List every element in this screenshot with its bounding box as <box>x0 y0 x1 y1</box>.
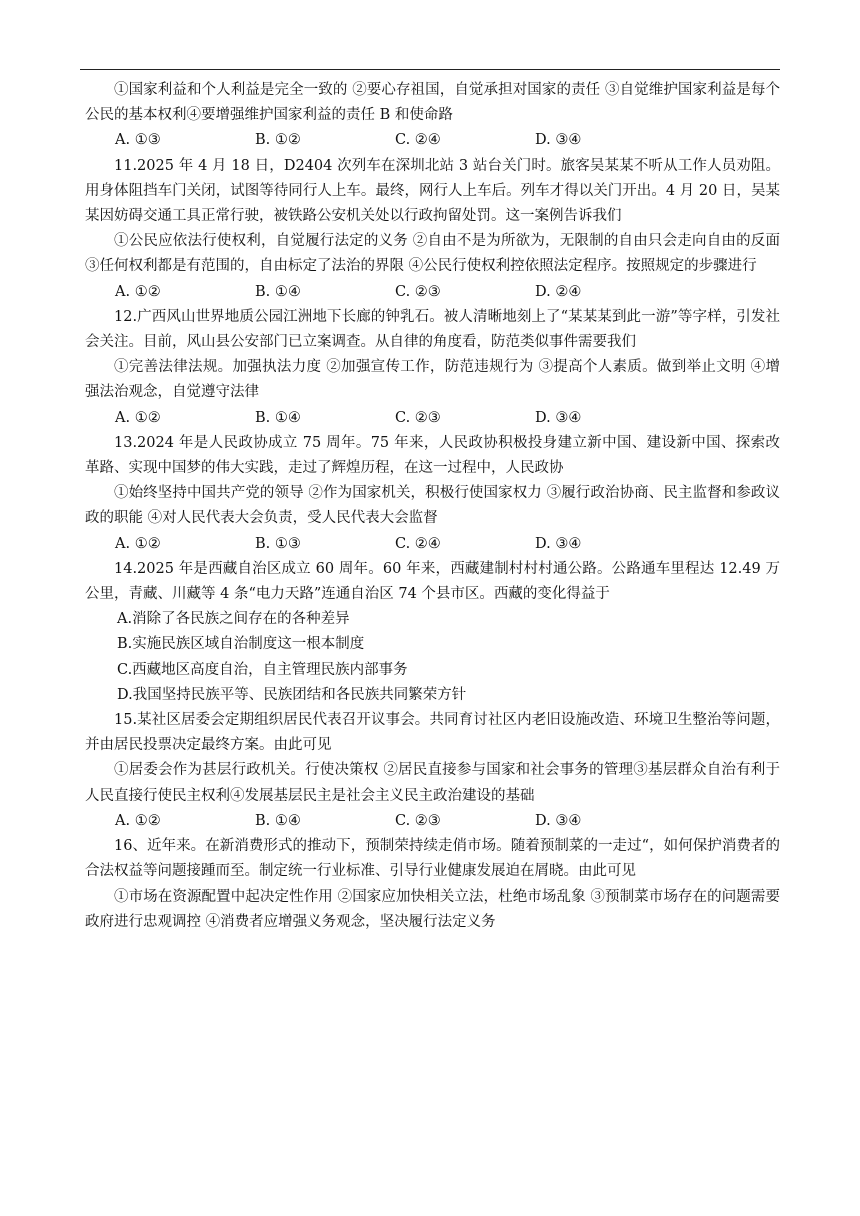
option-b: B. ①② <box>255 132 301 149</box>
document-body <box>85 78 780 935</box>
option-a: A. ①② <box>115 812 161 829</box>
question-12-statements: ①完善法律法规。加强执法力度 ②加强宣传工作，防范违规行为 ③提高个人素质。做到举止文明 ④增强法治观念，自觉遵守法律 <box>85 359 780 401</box>
question-11-options <box>85 280 780 305</box>
question-15-options <box>85 809 780 834</box>
option-d: D. ③④ <box>535 132 582 149</box>
question-10-options <box>85 128 780 153</box>
question-15-stem: 15.某社区居委会定期组织居民代表召开议事会。共同育讨社区内老旧设施改造、环境卫生整治等问题，并由居民投票决定最终方案。由此可见 <box>85 712 780 754</box>
option-a: A. ①② <box>115 409 161 426</box>
question-13-statements: ①始终坚持中国共产党的领导 ②作为国家机关，积极行使国家权力 ③履行政治协商、民主监督和参政议政的职能 ④对人民代表大会负责，受人民代表大会监督 <box>85 485 780 527</box>
option-c: C. ②③ <box>395 409 441 426</box>
option-d: D. ③④ <box>535 409 582 426</box>
question-14-choice-c: C.西藏地区高度自治，自主管理民族内部事务 <box>117 661 408 678</box>
option-c: C. ②③ <box>395 812 441 829</box>
option-b: B. ①④ <box>255 409 301 426</box>
question-14-stem: 14.2025 年是西藏自治区成立 60 周年。60 年来，西藏建制村村村通公路。公路通车里程达 12.49 万公里，青藏、川藏等 4 条“电力天路”连通自治区 74 个县市区。西藏的变化得益于 <box>85 560 780 603</box>
option-c: C. ②③ <box>395 283 441 300</box>
question-13-options <box>85 532 780 557</box>
header-rule <box>80 69 780 70</box>
option-c: C. ②④ <box>395 132 441 149</box>
question-16-statements: ①市场在资源配置中起决定性作用 ②国家应加快相关立法，杜绝市场乱象 ③预制菜市场存在的问题需要政府进行忠观调控 ④消费者应增强义务观念，坚决履行法定义务 <box>85 888 780 930</box>
question-12-options <box>85 406 780 431</box>
option-b: B. ①④ <box>255 283 301 300</box>
question-10-statements: ①国家利益和个人利益是完全一致的 ②要心存祖国，自觉承担对国家的责任 ③自觉维护国家利益是每个公民的基本权利④要增强维护国家利益的责任 B 和使命路 <box>85 82 780 124</box>
question-12-stem: 12.广西风山世界地质公园江洲地下长廊的钟乳石。被人清晰地刻上了“某某某到此一游”等字样，引发社会关注。目前，风山县公安部门已立案调查。从自律的角度看，防范类似事件需要我们 <box>85 308 780 351</box>
option-a: A. ①② <box>115 535 161 552</box>
question-13-stem: 13.2024 年是人民政协成立 75 周年。75 年来，人民政协积极投身建立新中国、建设新中国、探索改革路、实现中国梦的伟大实践，走过了辉煌历程，在这一过程中，人民政协 <box>85 434 780 477</box>
option-a: A. ①② <box>115 283 161 300</box>
question-16-stem: 16、近年来。在新消费形式的推动下，预制荣持续走俏市场。随着预制菜的一走过“，如何保护消费者的合法权益等问题接踵而至。制定统一行业标准、引导行业健康发展迫在屑晓。由此可见 <box>85 838 780 880</box>
option-d: D. ③④ <box>535 812 582 829</box>
option-b: B. ①③ <box>255 535 301 552</box>
option-a: A. ①③ <box>115 132 161 149</box>
option-d: D. ②④ <box>535 283 582 300</box>
question-11-statements: ①公民应依法行使权利，自觉履行法定的义务 ②自由不是为所欲为，无限制的自由只会走向自由的反面 ③任何权利都是有范围的，自由标定了法治的界限 ④公民行使权利控依照法定程序。按照规定的步骤进行 <box>85 233 780 275</box>
option-c: C. ②④ <box>395 535 441 552</box>
question-14-choice-a: A.消除了各民族之间存在的各种差异 <box>117 611 350 628</box>
question-15-statements: ①居委会作为甚层行政机关。行使决策权 ②居民直接参与国家和社会事务的管理③基层群众自治有利于人民直接行使民主权利④发展基层民主是社会主义民主政治建设的基础 <box>85 762 780 804</box>
question-14-choice-b: B.实施民族区域自治制度这一根本制度 <box>117 636 365 653</box>
question-14-choice-d: D.我国坚持民族平等、民族团结和各民族共同繁荣方针 <box>117 686 467 703</box>
option-d: D. ③④ <box>535 535 582 552</box>
question-11-stem: 11.2025 年 4 月 18 日，D2404 次列车在深圳北站 3 站台关门时。旅客吴某某不听从工作人员劝阻。用身体阻挡车门关闭，试图等待同行人上车。最终，网行人上车后。列车才得以关门开出。4 月 20 日，吴某某因妨碍交通工具正常行驶，被铁路公安机关处以行政拘留处罚。这一案例告诉我们 <box>85 157 780 225</box>
option-b: B. ①④ <box>255 812 301 829</box>
